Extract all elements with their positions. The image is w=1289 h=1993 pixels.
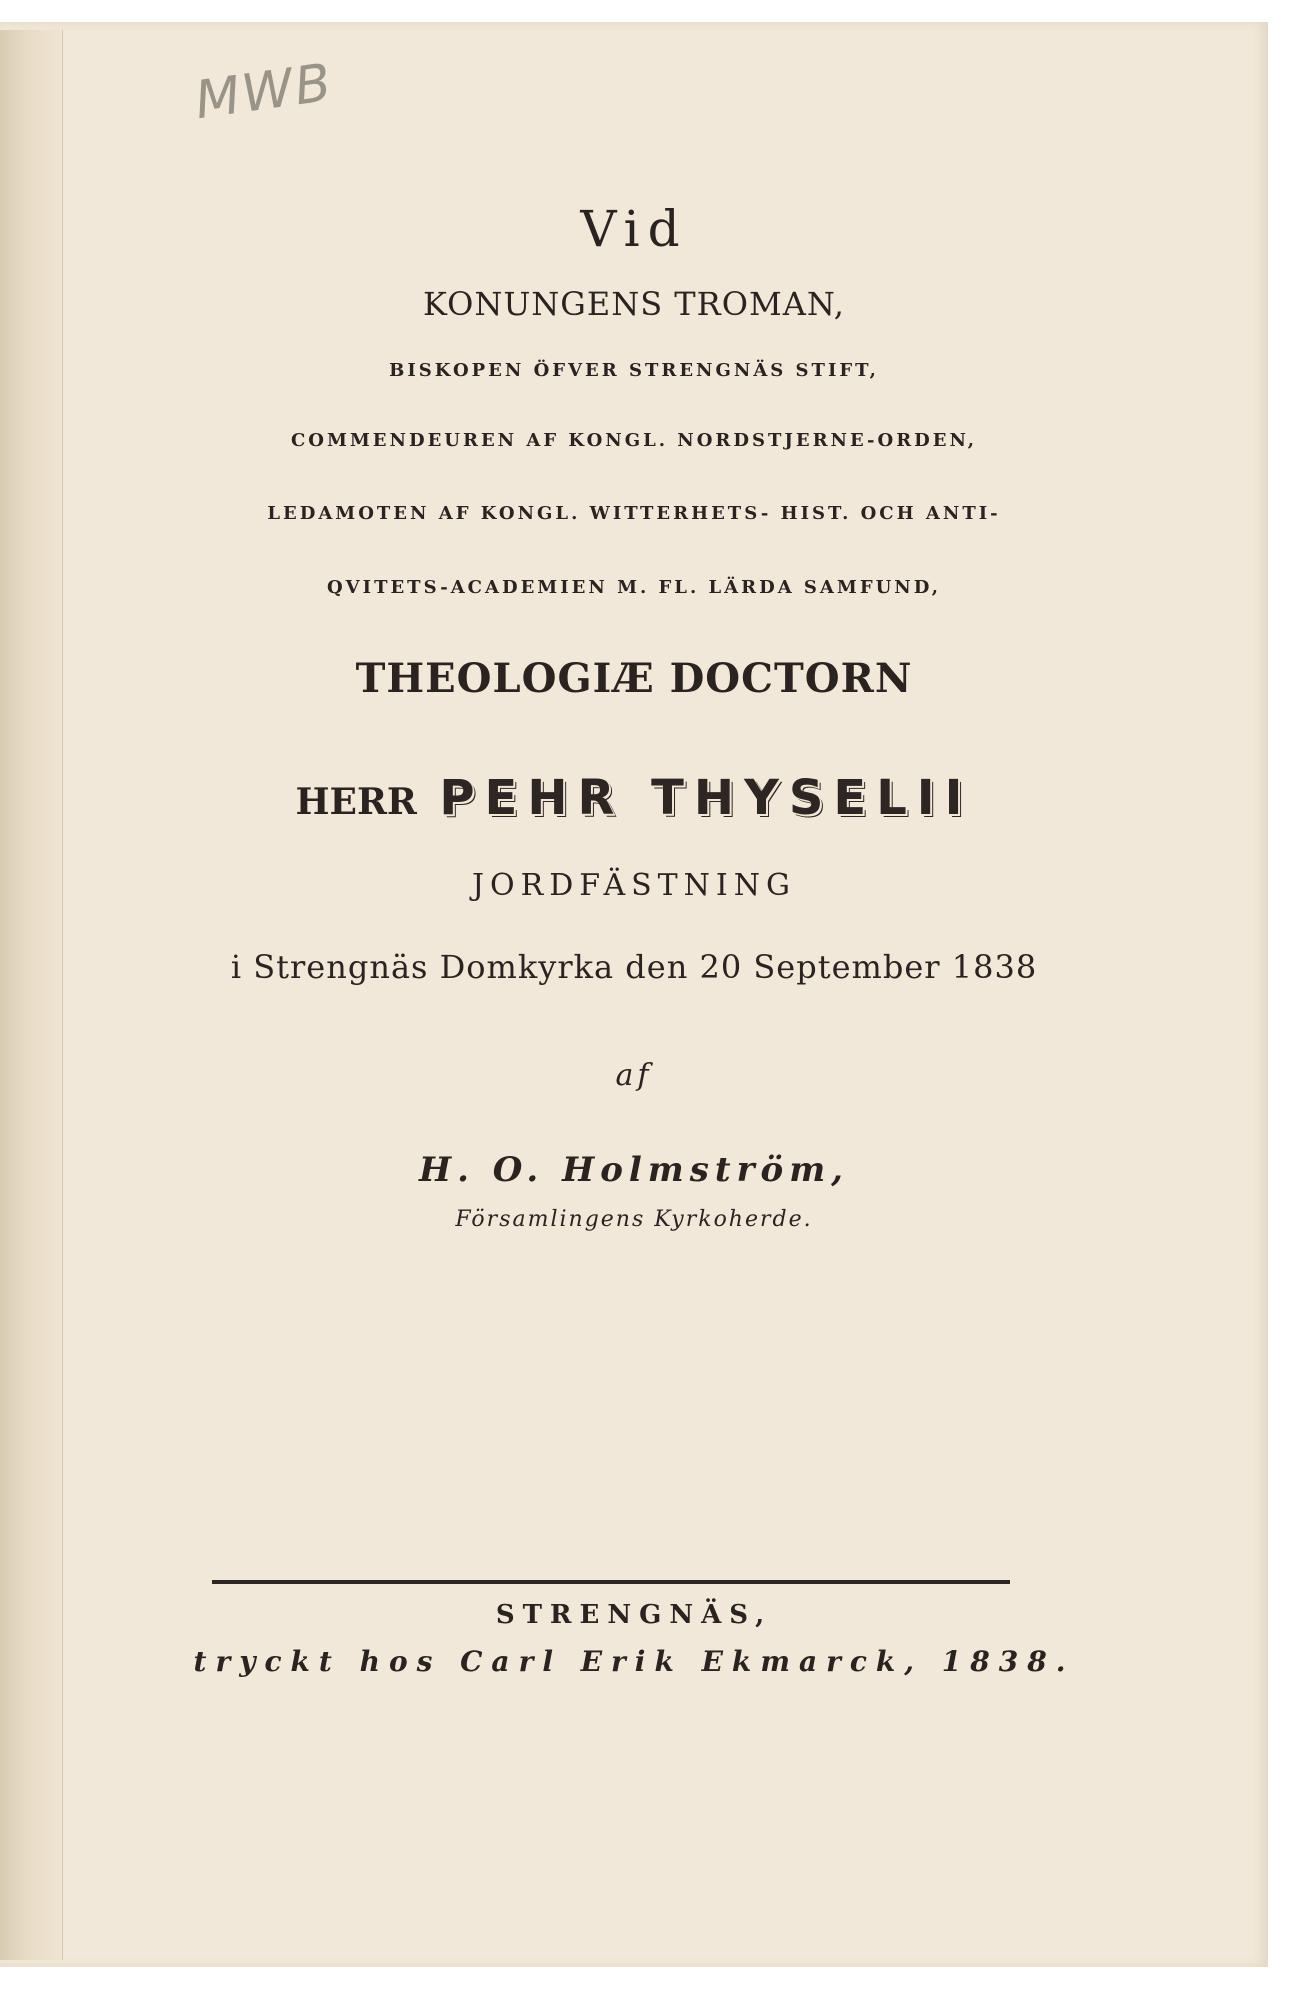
title-line-commendeuren: COMMENDEUREN AF KONGL. NORDSTJERNE-ORDEN, bbox=[290, 430, 978, 451]
title-name-decorative: PEHR THYSELII bbox=[439, 770, 973, 826]
title-theologiae-doctorn: THEOLOGIÆ DOCTORN bbox=[355, 655, 913, 702]
title-location-date: i Strengnäs Domkyrka den 20 September 1838 bbox=[230, 948, 1038, 986]
author-role: Församlingens Kyrkoherde. bbox=[455, 1207, 813, 1232]
imprint-city: STRENGNÄS, bbox=[495, 1600, 773, 1630]
title-herr: HERR bbox=[295, 781, 417, 823]
title-konungens-troman: KONUNGENS TROMAN, bbox=[423, 285, 845, 323]
author-name: H. O. Holmström, bbox=[418, 1150, 850, 1190]
imprint-rule bbox=[212, 1580, 1010, 1584]
title-af: af bbox=[615, 1058, 653, 1093]
title-vid: Vid bbox=[580, 200, 688, 258]
imprint-printer: tryckt hos Carl Erik Ekmarck, 1838. bbox=[193, 1645, 1075, 1678]
handwritten-mark: MWB bbox=[191, 52, 337, 132]
title-line-qvitets: QVITETS-ACADEMIEN M. FL. LÄRDA SAMFUND, bbox=[327, 577, 941, 598]
title-name-line bbox=[0, 770, 1268, 826]
title-jordfastning: JORDFÄSTNING bbox=[471, 868, 796, 903]
title-line-ledamoten: LEDAMOTEN AF KONGL. WITTERHETS- HIST. OCH ANTI- bbox=[267, 503, 1001, 524]
title-line-biskopen: BISKOPEN ÖFVER STRENGNÄS STIFT, bbox=[389, 360, 879, 381]
